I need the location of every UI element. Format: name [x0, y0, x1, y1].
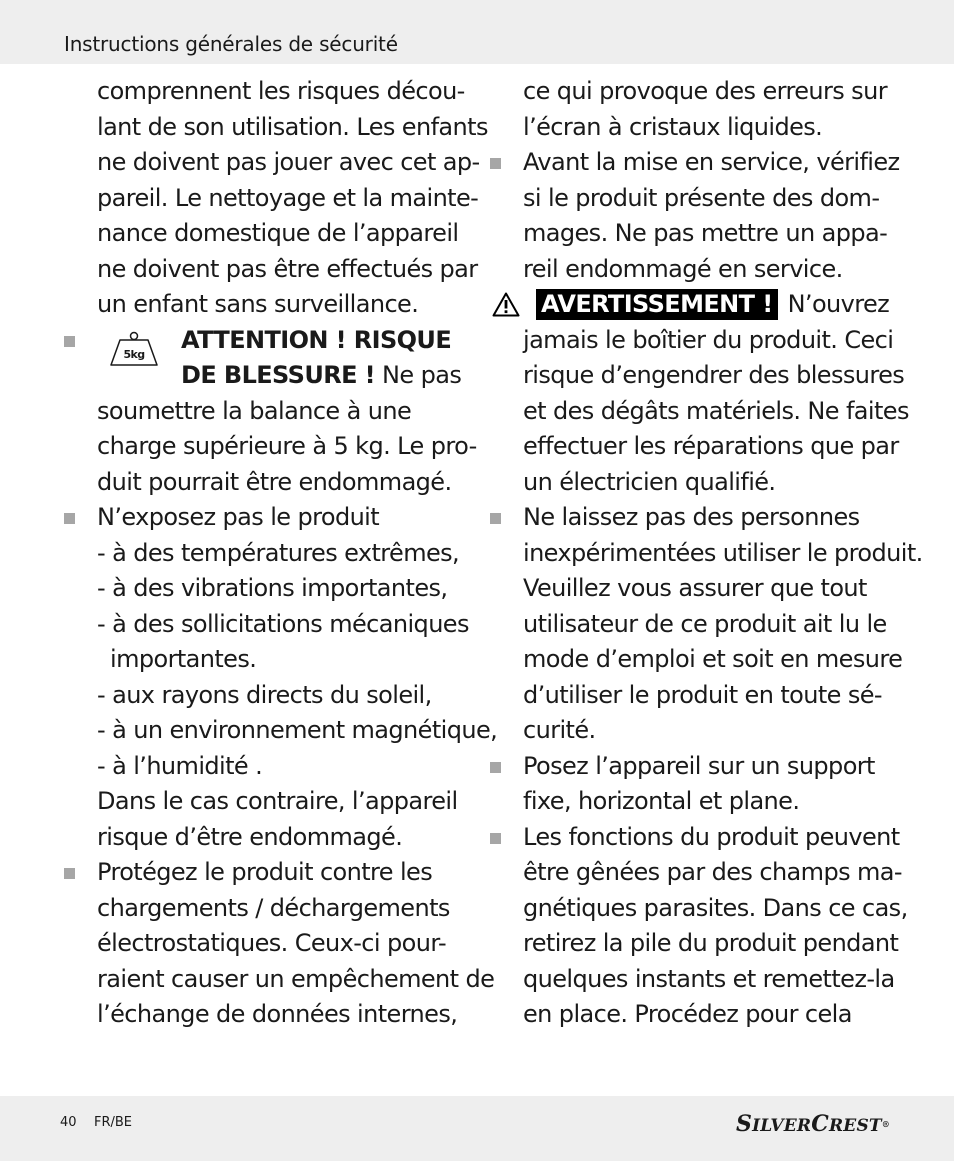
- list-item: - à l’humidité .: [97, 751, 263, 780]
- attention-item: [97, 323, 477, 501]
- text-line: ne doivent pas jouer avec cet ap-: [97, 148, 480, 176]
- text-line: ne doivent pas être effectués par: [97, 254, 478, 283]
- bullet-icon: [490, 158, 501, 169]
- text-line: comprennent les risques décou-: [97, 77, 465, 105]
- text-line: pareil. Le nettoyage et la mainte-: [97, 183, 479, 212]
- expose-item: [97, 500, 498, 855]
- bullet-icon: [64, 868, 75, 879]
- text-line: et des dégâts matériels. Ne faites: [523, 396, 909, 425]
- text-line: Protégez le produit contre les: [97, 858, 433, 886]
- text-line: l’échange de données internes,: [97, 1000, 458, 1028]
- list-item: - à des sollicitations mécaniques: [97, 609, 469, 638]
- warning-label: AVERTISSEMENT !: [536, 289, 778, 320]
- fields-item: [523, 820, 913, 1033]
- text-line: un électricien qualifié.: [523, 467, 776, 496]
- left-column: [97, 74, 498, 1033]
- list-item: - à des vibrations importantes,: [97, 574, 448, 602]
- text-line: gnétiques parasites. Dans ce cas,: [523, 893, 908, 922]
- section-title: Instructions générales de sécurité: [64, 32, 398, 56]
- text-line: être gênées par des champs ma-: [523, 858, 902, 886]
- text-line: risque d’engendrer des blessures: [523, 361, 905, 389]
- text-line: Les fonctions du produit peuvent: [523, 822, 900, 851]
- brand-logo: SILVERCREST®: [735, 1111, 890, 1137]
- text-line: Posez l’appareil sur un support: [523, 751, 875, 780]
- text-line: quelques instants et remettez-la: [523, 964, 895, 993]
- warning-triangle-icon: [492, 292, 520, 317]
- warning-text: N’ouvrez: [780, 290, 890, 318]
- text-line: N’exposez pas le produit: [97, 503, 380, 531]
- support-item: [523, 749, 913, 820]
- text-line: nance domestique de l’appareil: [97, 219, 459, 247]
- inexperienced-item: [523, 500, 923, 749]
- protect-item: [97, 855, 495, 1033]
- text-line: charge supérieure à 5 kg. Le pro-: [97, 432, 477, 460]
- list-item: - aux rayons directs du soleil,: [97, 680, 432, 709]
- text-line: soumettre la balance à une: [97, 396, 412, 425]
- page-header: [0, 0, 954, 64]
- text-line: si le produit présente des dom-: [523, 183, 880, 212]
- intro-paragraph: [97, 74, 488, 323]
- attention-text: Ne pas: [375, 361, 462, 389]
- text-line: utilisateur de ce produit ait lu le: [523, 609, 887, 638]
- text-line: curité.: [523, 716, 596, 744]
- text-line: Veuillez vous assurer que tout: [523, 574, 867, 602]
- bullet-icon: [490, 833, 501, 844]
- list-item: - à des températures extrêmes,: [97, 538, 460, 567]
- list-item: importantes.: [110, 645, 257, 673]
- text-line: l’écran à cristaux liquides.: [523, 112, 823, 141]
- weight-5kg-icon: [106, 331, 162, 369]
- text-line: effectuer les réparations que par: [523, 432, 899, 460]
- bullet-icon: [64, 336, 75, 347]
- right-column: [523, 74, 923, 1033]
- list-item: - à un environnement magnétique,: [97, 716, 498, 744]
- text-line: duit pourrait être endommagé.: [97, 467, 452, 496]
- attention-heading: ATTENTION ! RISQUE: [181, 325, 452, 354]
- text-line: retirez la pile du produit pendant: [523, 929, 899, 957]
- text-line: un enfant sans surveillance.: [97, 290, 419, 318]
- attention-heading-cont: DE BLESSURE !: [181, 361, 376, 389]
- text-line: Dans le cas contraire, l’appareil: [97, 787, 458, 815]
- text-line: électrostatiques. Ceux-ci pour-: [97, 929, 447, 957]
- text-line: lant de son utilisation. Les enfants: [97, 112, 488, 141]
- bullet-icon: [64, 513, 75, 524]
- text-line: fixe, horizontal et plane.: [523, 787, 800, 815]
- text-line: risque d’être endommagé.: [97, 822, 403, 851]
- language-code: FR/BE: [94, 1115, 133, 1130]
- bullet-icon: [490, 513, 501, 524]
- text-line: Ne laissez pas des personnes: [523, 503, 860, 531]
- text-line: mode d’emploi et soit en mesure: [523, 645, 903, 673]
- text-line: chargements / déchargements: [97, 893, 450, 922]
- bullet-icon: [490, 762, 501, 773]
- text-line: reil endommagé en service.: [523, 254, 843, 283]
- warning-item: [523, 287, 913, 500]
- text-line: d’utiliser le produit en toute sé-: [523, 680, 882, 709]
- text-line: en place. Procédez pour cela: [523, 1000, 852, 1028]
- continued-paragraph: [523, 74, 913, 145]
- weight-icon-label: 5kg: [123, 347, 145, 361]
- check-item: [523, 145, 913, 287]
- text-line: mages. Ne pas mettre un appa-: [523, 219, 888, 247]
- page-number: 40: [60, 1115, 77, 1130]
- text-line: jamais le boîtier du produit. Ceci: [523, 325, 894, 354]
- text-line: Avant la mise en service, vérifiez: [523, 148, 900, 176]
- text-line: ce qui provoque des erreurs sur: [523, 77, 887, 105]
- text-line: inexpérimentées utiliser le produit.: [523, 538, 923, 567]
- text-line: raient causer un empêchement de: [97, 964, 495, 993]
